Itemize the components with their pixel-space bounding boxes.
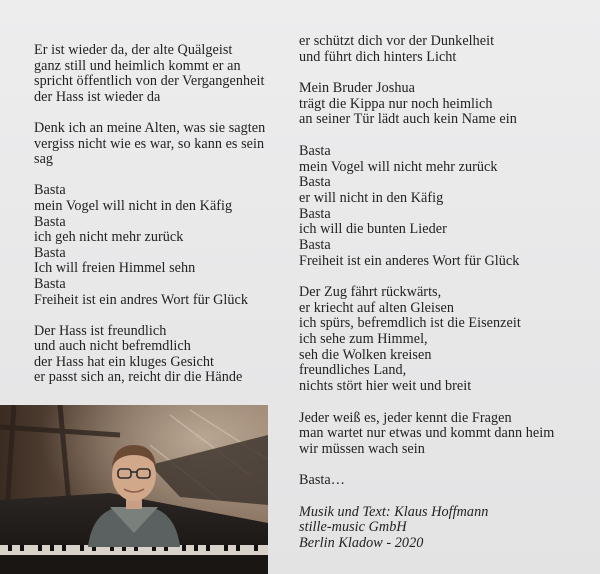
lyric-line: wir müssen wach sein [299,440,425,457]
stanza-gap [299,489,554,505]
lyric-line: Freiheit ist ein andres Wort für Glück [34,291,249,308]
lyrics-right-column [299,34,554,552]
lyric-line: freundliches Land, [299,362,407,379]
lyric-line: der Hass hat ein kluges Gesicht [34,353,215,370]
lyric-line: er passt sich an, reicht dir die Hände [34,369,243,386]
lyric-line: ich geh nicht mehr zurück [34,229,184,246]
lyric-line: Er ist wieder da, der alte Quälgeist [34,42,233,58]
lyric-line: und auch nicht befremdlich [34,338,191,355]
lyric-line: Denk ich an meine Alten, was sie sagten [34,119,266,136]
stanza-gap [34,168,265,184]
stanza-gap [34,105,265,121]
lyric-line: nichts stört hier weit und breit [299,378,472,395]
lyric-line: Basta [34,244,66,261]
lyric-line: Mein Bruder Joshua [299,80,415,97]
lyric-line: man wartet nur etwas und kommt dann heim [299,425,555,442]
credit-line: stille-music GmbH [299,519,407,536]
lyric-line: und führt dich hinters Licht [299,48,457,65]
lyric-line: Basta… [299,472,346,489]
lyric-line: er will nicht in den Käfig [299,189,444,206]
stanza-gap [299,269,554,285]
lyrics-left-column [34,43,265,386]
lyric-line: er schützt dich vor der Dunkelheit [299,33,495,49]
stanza-gap [299,65,554,81]
lyric-line: er kriecht auf alten Gleisen [299,299,455,316]
lyric-line: Basta [299,174,331,191]
musician-photo [0,405,268,574]
lyric-line: sag [34,151,54,168]
lyric-line: spricht öffentlich von der Vergangenheit [34,73,265,90]
lyric-line: ich sehe zum Himmel, [299,331,428,348]
lyric-line: Basta [299,236,331,253]
lyric-line: Ich will freien Himmel sehn [34,260,196,277]
credit-line: Berlin Kladow - 2020 [299,535,424,551]
lyric-line: Jeder weiß es, jeder kennt die Fragen [299,409,512,426]
lyric-line: ich spürs, befremdlich ist die Eisenzeit [299,315,521,332]
stanza-gap [299,458,554,474]
lyric-line: mein Vogel will nicht mehr zurück [299,158,498,175]
stanza-gap [299,128,554,144]
lyric-line: ich will die bunten Lieder [299,221,447,238]
stanza-gap [34,308,265,324]
lyric-line: ganz still und heimlich kommt er an [34,57,241,74]
lyric-line: Der Zug fährt rückwärts, [299,284,442,300]
lyric-line: Basta [299,142,331,159]
lyric-line: trägt die Kippa nur noch heimlich [299,95,493,112]
lyric-line: mein Vogel will nicht in den Käfig [34,197,233,214]
lyric-line: Basta [34,182,66,199]
lyric-line: Basta [34,275,66,292]
lyric-line: der Hass ist wieder da [34,88,161,105]
lyric-line: vergiss nicht wie es war, so kann es sein [34,135,265,152]
lyric-line: Basta [34,213,66,230]
lyric-line: seh die Wolken kreisen [299,346,432,363]
lyric-line: an seiner Tür lädt auch kein Name ein [299,111,517,128]
lyric-line: Freiheit ist ein anderes Wort für Glück [299,252,520,269]
stanza-gap [299,395,554,411]
credit-line: Musik und Text: Klaus Hoffmann [299,503,489,520]
lyric-line: Basta [299,205,331,222]
lyric-line: Der Hass ist freundlich [34,322,167,339]
